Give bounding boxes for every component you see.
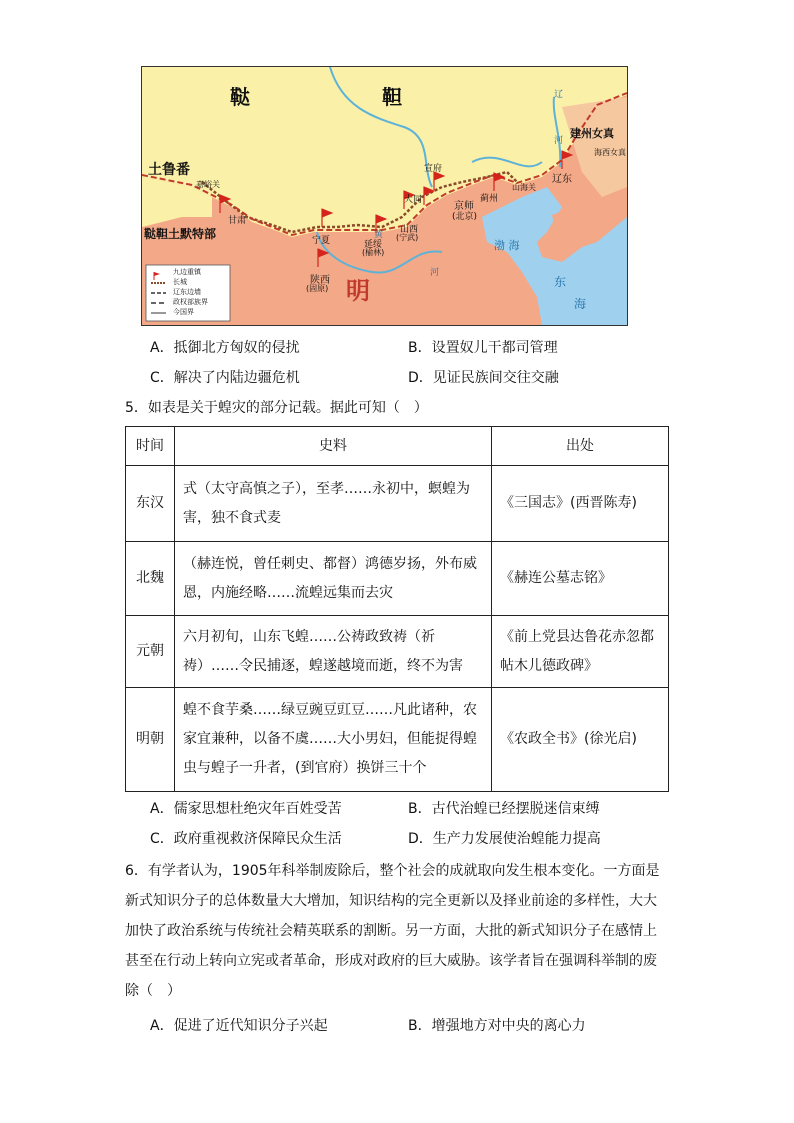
map-label-haixi: 海西女真: [594, 148, 626, 157]
q6-option-b: B．增强地方对中央的离心力: [408, 1018, 586, 1034]
table-row: [126, 542, 669, 616]
table-row: [126, 616, 669, 688]
map-label-he: 河: [430, 268, 440, 278]
map-label-donghai-hai: 海: [574, 297, 587, 311]
row-source: 《农政全书》(徐光启): [492, 688, 669, 792]
table-row: [126, 688, 669, 792]
header-source: 出处: [492, 427, 669, 466]
legend-item: 今国界: [173, 308, 194, 316]
q5-option-d: D．生产力发展使治蝗能力提高: [408, 831, 601, 847]
map-label-jianzhou: 建州女真: [570, 127, 614, 140]
row-text: 式（太守高慎之子），至孝……永初中，螟蝗为害，独不食式麦: [175, 466, 492, 542]
row-text: 蝗不食芋桑……绿豆豌豆豇豆……凡此诸种，农家宜兼种，以备不虞……大小男妇，但能捉得蝗虫与蝗子一升者，(到官府）换饼三十个: [175, 688, 492, 792]
q5-stem: 5．如表是关于蝗灾的部分记载。据此可知（ ）: [125, 400, 428, 416]
map-label-yansui-sub: (榆林): [362, 248, 385, 257]
map-label-gansu: 甘肃: [228, 216, 247, 226]
legend-item: 长城: [173, 278, 187, 286]
ming-border-map: [141, 66, 628, 326]
map-label-shaanxi-sub: (固原): [306, 284, 329, 293]
row-time: 明朝: [126, 688, 175, 792]
row-text: （赫连悦，曾任刺史、都督）鸿德岁扬，外布威恩，内施经略……流蝗远集而去灾: [175, 542, 492, 616]
map-label-dada: 鞑: [230, 85, 250, 109]
row-time: 元朝: [126, 616, 175, 688]
row-time: 东汉: [126, 466, 175, 542]
map-label-tulufan: 土鲁番: [148, 162, 190, 178]
map-label-ningxia: 宁夏: [312, 236, 331, 246]
map-label-bohai: 渤 海: [494, 239, 520, 252]
q6-stem: 6．有学者认为，1905年科举制废除后，整个社会的成就取向发生根本变化。一方面是新式知识分子的总体数量大大增加，知识结构的完全更新以及择业前途的多样性，大大加快了政治系统与传统社会精英联系的割断。另一方面，大批的新式知识分子在感情上甚至在行动上转向立宪或者革命，形成对政府的巨大威胁。该学者旨在强调科举制的废除（ ）: [125, 863, 660, 999]
q5-option-b: B．古代治蝗已经摆脱迷信束缚: [408, 801, 600, 817]
map-label-donghai-dong: 东: [554, 275, 567, 289]
map-label-jizhou: 蓟州: [480, 194, 499, 204]
row-time: 北魏: [126, 542, 175, 616]
map-label-shanhaiguan: 山海关: [512, 183, 536, 192]
q5-option-c: C．政府重视救济保障民众生活: [150, 831, 342, 847]
header-text: 史料: [175, 427, 492, 466]
row-source: 《三国志》(西晋陈寿): [492, 466, 669, 542]
map-label-shanxi-sub: (宁武): [396, 233, 419, 242]
q4-option-c: C．解决了内陆边疆危机: [150, 370, 300, 386]
q4-option-b: B．设置奴儿干都司管理: [408, 340, 558, 356]
map-label-dan: 靼: [382, 85, 402, 109]
map-label-jingshi: 京师: [454, 201, 474, 212]
row-source: 《赫连公墓志铭》: [492, 542, 669, 616]
table-header-row: [126, 427, 669, 466]
map-label-shanxi: 山西: [400, 225, 419, 235]
map-label-xuanfu: 宣府: [424, 164, 443, 174]
map-label-liaodong: 辽东: [552, 174, 572, 185]
table-row: [126, 466, 669, 542]
q4-option-d: D．见证民族间交往交融: [408, 370, 559, 386]
legend-item: 九边重镇: [173, 268, 201, 276]
map-legend: [173, 267, 208, 317]
q6-option-a: A．促进了近代知识分子兴起: [150, 1018, 328, 1034]
row-source: 《前上党县达鲁花赤忽都帖木儿德政碑》: [492, 616, 669, 688]
q4-option-a: A．抵御北方匈奴的侵扰: [150, 340, 300, 356]
legend-item: 政权部族界: [173, 298, 208, 306]
q5-table: [125, 426, 669, 792]
map-label-yansui: 延绥: [364, 240, 383, 250]
header-time: 时间: [126, 427, 175, 466]
row-text: 六月初旬，山东飞蝗……公祷政致祷（祈祷）……令民捕逐，蝗遂越境而逝，终不为害: [175, 616, 492, 688]
map-label-ming: 明: [346, 277, 370, 305]
map-label-shaanxi: 陕西: [310, 275, 330, 286]
legend-item: 辽东边墙: [173, 288, 201, 296]
map-label-jiayuguan: 嘉峪关: [196, 180, 220, 189]
map-label-datong: 大同: [404, 195, 423, 205]
q5-option-a: A．儒家思想杜绝灾年百姓受苦: [150, 801, 342, 817]
map-label-tatu: 鞑靼土默特部: [144, 227, 217, 241]
map-label-liaohe: 河: [554, 136, 564, 146]
map-label-huang: 黄: [374, 230, 384, 240]
map-label-liao: 辽: [554, 90, 564, 100]
map-label-jingshi-sub: (北京): [452, 212, 478, 222]
